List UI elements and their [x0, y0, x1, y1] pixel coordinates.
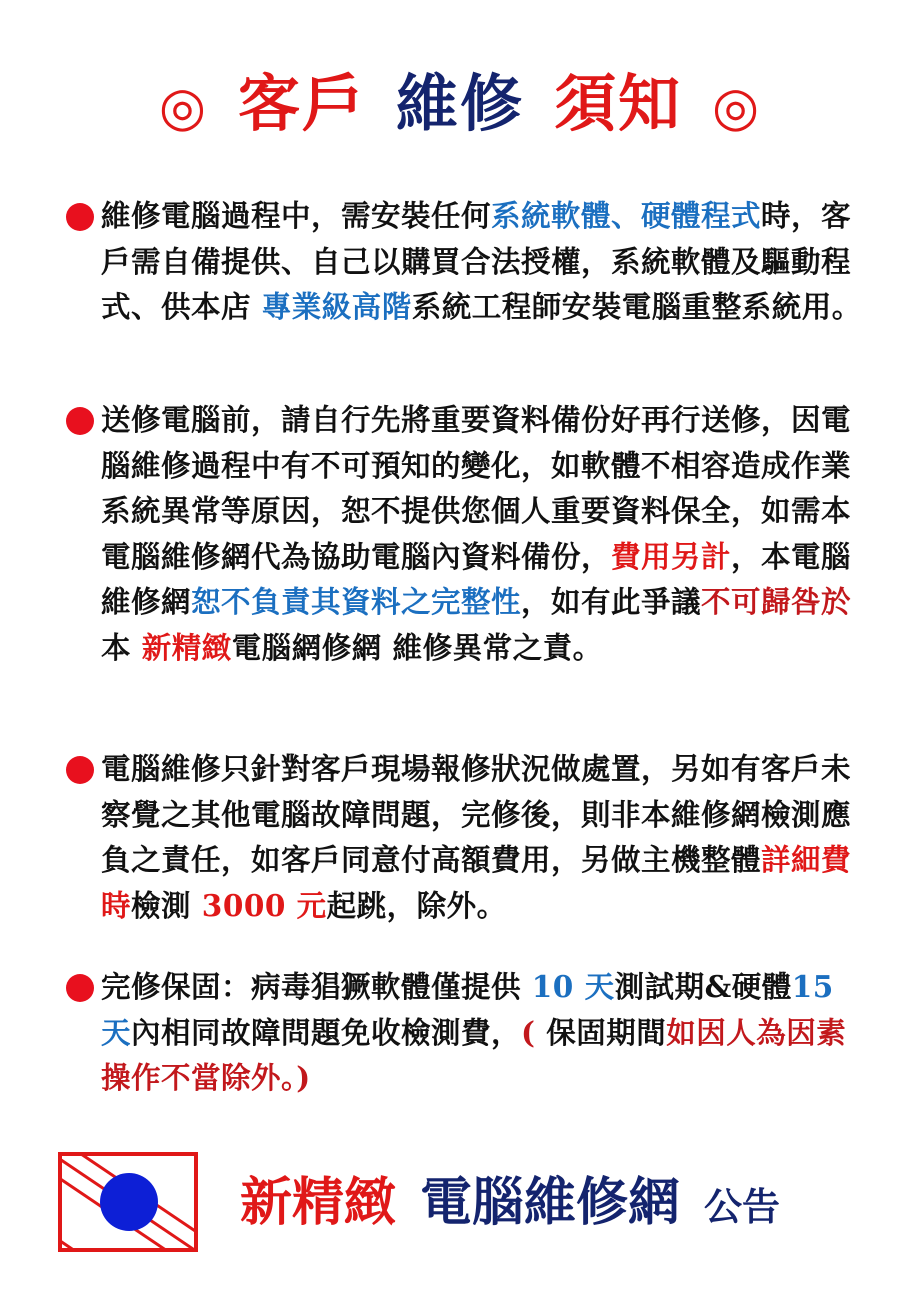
- blue-circle-icon: [100, 1173, 158, 1231]
- highlight-no-responsibility: 恕不負責其資料之完整性: [191, 584, 522, 619]
- text-segment: (: [521, 1014, 547, 1050]
- page-title: [0, 62, 920, 148]
- red-dot-icon: [66, 407, 94, 435]
- text-segment: 測試期&硬體: [614, 969, 792, 1004]
- notice-item-scope: [66, 746, 866, 928]
- text-segment: 起跳，除外。: [326, 887, 507, 923]
- text-segment: 本: [101, 629, 142, 665]
- footer-announcement: [240, 1168, 780, 1242]
- text-segment: 檢測: [131, 887, 202, 923]
- notice-item-backup: [66, 397, 866, 670]
- text-segment: 維修電腦過程中，需安裝任何: [101, 198, 492, 233]
- highlight-15-days: 15 天: [101, 969, 834, 1050]
- text-segment: 內相同故障問題免收檢測費，: [131, 1014, 522, 1050]
- highlight-software: 系統軟體、硬體程式: [491, 198, 762, 233]
- text-segment: 電腦網修網 維修異常之責。: [231, 629, 603, 665]
- title-word-repair: 維修: [395, 67, 524, 140]
- highlight-detailed: 詳細費時: [101, 842, 852, 923]
- notice-item-warranty: [66, 964, 866, 1101]
- highlight-professional: 專業級高階: [261, 289, 412, 324]
- title-word-customer: 客戶: [237, 67, 366, 140]
- notice-text: [101, 746, 866, 928]
- highlight-10-days: 10 天: [531, 969, 615, 1004]
- notice-text: [101, 193, 866, 330]
- text-segment: 系統工程師安裝電腦重整系統用。: [411, 289, 862, 324]
- red-dot-icon: [66, 203, 94, 231]
- red-dot-icon: [66, 756, 94, 784]
- footer-site-name: 電腦維修網: [420, 1172, 681, 1233]
- highlight-exclusion: 如因人為因素操作不當除外。): [101, 1014, 847, 1095]
- bullseye-icon: ◎: [158, 74, 208, 138]
- text-segment: 時，客戶需自備提供、自己以購買合法授權，系統軟體及驅動程式、供本店: [101, 198, 852, 324]
- brand-logo: [58, 1152, 198, 1252]
- text-segment: ，本電腦維修網: [101, 538, 852, 619]
- highlight-brand: 新精緻: [141, 629, 232, 665]
- text-segment: 完修保固：病毒猖獗軟體僅提供: [101, 969, 532, 1004]
- red-dot-icon: [66, 974, 94, 1002]
- bullseye-icon: ◎: [712, 74, 762, 138]
- title-word-notice: 須知: [554, 67, 683, 140]
- text-segment: 保固期間: [546, 1014, 667, 1050]
- highlight-price: 3000 元: [201, 887, 327, 923]
- notice-item-software: [66, 193, 866, 330]
- footer-brand: 新精緻: [240, 1172, 397, 1233]
- notice-text: [101, 964, 866, 1101]
- footer-notice-label: 公告: [704, 1184, 781, 1229]
- notice-text: [101, 397, 866, 670]
- text-segment: 送修電腦前，請自行先將重要資料備份好再行送修，因電腦維修過程中有不可預知的變化，如軟體不相容造成作業系統異常等原因，恕不提供您個人重要資料保全，如需本電腦維修網代為協助電腦內資料備份，: [101, 402, 852, 574]
- highlight-not-attributable: 不可歸咎於: [701, 584, 852, 619]
- text-segment: ，如有此爭議: [521, 584, 702, 619]
- text-segment: 電腦維修只針對客戶現場報修狀況做處置，另如有客戶未察覺之其他電腦故障問題，完修後，則非本維修網檢測應負之責任，如客戶同意付高額費用，另做主機整體: [101, 751, 852, 877]
- highlight-extra-fee: 費用另計: [611, 538, 732, 574]
